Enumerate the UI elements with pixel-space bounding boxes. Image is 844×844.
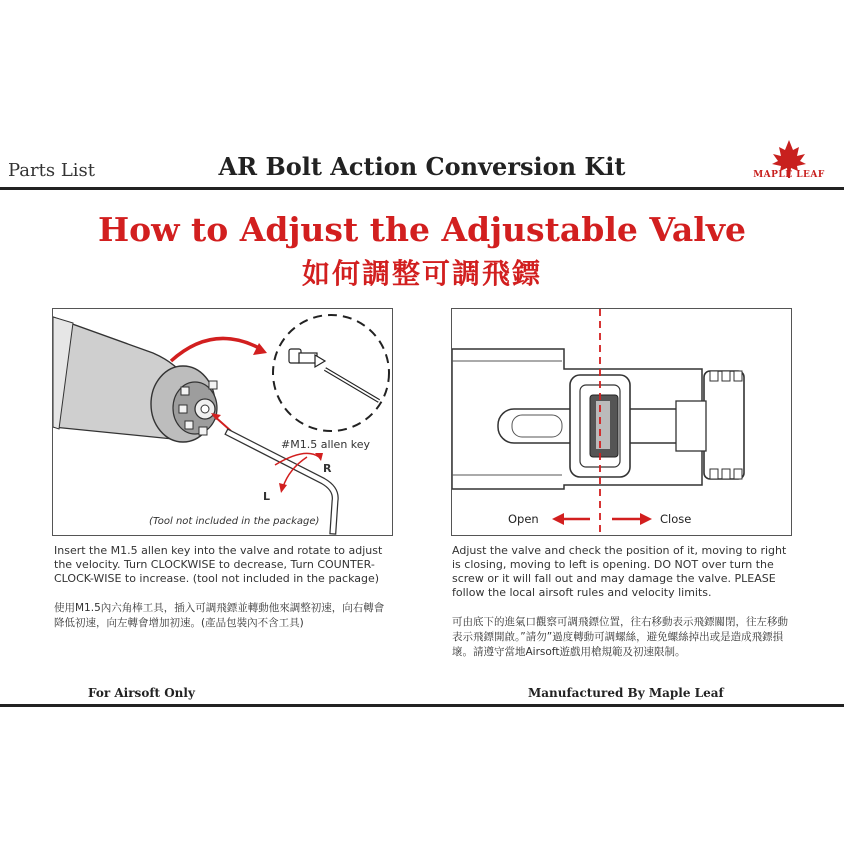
left-description-en: Insert the M1.5 allen key into the valve and rotate to adjust the velocity. Turn CLOCKWISE to decrease, Turn COUNTER-CLOCK-WISE to increase. (tool not included in the package) <box>54 544 383 585</box>
left-description-zh: 使用M1.5內六角棒工具，插入可調飛鏢並轉動他來調整初速，向右轉會降低初速，向左轉會增加初速。(產品包裝內不含工具) <box>54 602 385 629</box>
section-label: Parts List <box>8 160 96 181</box>
right-description-en: Adjust the valve and check the position of it, moving to right is closing, moving to left is opening. DO NOT over turn the screw or it will fall out and may damage the valve. PLEASE follow the local airsoft rules and velocity limits. <box>452 544 787 599</box>
footer-left: For Airsoft Only <box>88 686 195 700</box>
left-rotation-label: L <box>263 490 271 503</box>
footer-divider <box>0 704 844 707</box>
valve-position-diagram-panel <box>451 308 792 536</box>
open-label: Open <box>508 512 539 526</box>
logo-text: MAPLE LEAF <box>753 170 825 180</box>
page-title: AR Bolt Action Conversion Kit <box>218 152 626 181</box>
allen-key-diagram <box>53 309 392 535</box>
valve-position-diagram <box>452 309 791 535</box>
footer-right: Manufactured By Maple Leaf <box>528 686 724 700</box>
headline-en: How to Adjust the Adjustable Valve <box>97 210 747 249</box>
right-description-zh: 可由底下的進氣口觀察可調飛鏢位置，往右移動表示飛鏢關閉，往左移動表示飛鏢開啟。”請勿”過度轉動可調螺絲，避免螺絲掉出或是造成飛鏢損壞。請遵守當地Airsoft遊戲用槍規範及初速限制。 <box>452 616 788 658</box>
right-rotation-label: R <box>323 462 332 475</box>
allen-key-label: #M1.5 allen key <box>281 438 371 451</box>
maple-leaf-logo <box>742 138 836 184</box>
tool-note: (Tool not included in the package) <box>149 516 320 527</box>
close-label: Close <box>660 512 692 526</box>
allen-key-diagram-panel <box>52 308 393 536</box>
headline-zh: 如何調整可調飛鏢 <box>301 257 542 290</box>
header-divider <box>0 187 844 190</box>
